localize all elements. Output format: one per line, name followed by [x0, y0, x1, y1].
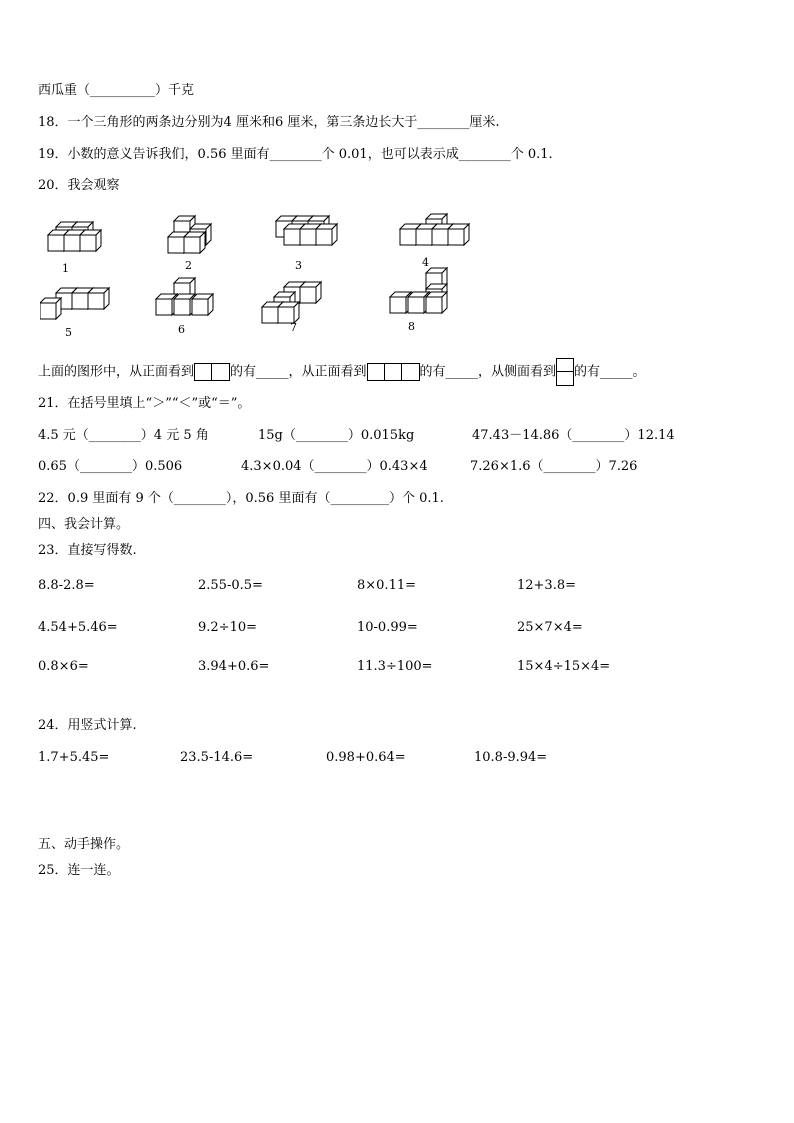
q23-item: 8×0.11= [357, 578, 417, 593]
figure-label-2: 2 [185, 259, 192, 272]
cube-figure-2 [168, 216, 211, 253]
q24-item: 0.98+0.64= [326, 750, 406, 765]
figure-label-5: 5 [65, 326, 72, 339]
q23-item: 10-0.99= [357, 620, 418, 635]
cube-figure-6 [156, 278, 213, 315]
section-5-title: 五、动手操作。 [38, 837, 130, 852]
q23-item: 4.54+5.46= [38, 620, 118, 635]
q23-item: 0.8×6= [38, 659, 89, 674]
q21-item: 15g（________）0.015kg [258, 428, 415, 443]
question-23-title: 23．直接写得数. [38, 543, 137, 558]
question-25-title: 25．连一连。 [38, 863, 120, 878]
q21-item: 0.65（________）0.506 [38, 459, 183, 474]
q24-item: 10.8-9.94= [474, 750, 548, 765]
q23-item: 15×4÷15×4= [517, 659, 611, 674]
question-20-sentence: 上面的图形中，从正面看到 的有_____，从正面看到 的有_____，从侧面看到 的有_____。 [38, 358, 646, 386]
question-18: 18．一个三角形的两条边分别为4 厘米和6 厘米，第三条边长大于________厘米. [38, 115, 500, 130]
q24-item: 23.5-14.6= [180, 750, 254, 765]
front-view-two-squares [194, 363, 230, 381]
question-19: 19．小数的意义告诉我们，0.56 里面有________个 0.01，也可以表示成________个 0.1. [38, 147, 553, 162]
figure-label-1: 1 [62, 262, 69, 275]
q24-item: 1.7+5.45= [38, 750, 110, 765]
q21-item: 4.5 元（________）4 元 5 角 [38, 428, 209, 443]
figure-label-4: 4 [422, 256, 429, 269]
q21-item: 7.26×1.6（________）7.26 [470, 459, 638, 474]
section-4-title: 四、我会计算。 [38, 517, 130, 532]
question-21-title: 21．在括号里填上“＞”“＜”或“＝”。 [38, 396, 251, 411]
q23-item: 8.8-2.8= [38, 578, 95, 593]
question-20-title: 20．我会观察 [38, 178, 120, 193]
cube-figure-1 [48, 222, 101, 251]
front-view-three-squares [367, 363, 420, 381]
q23-item: 3.94+0.6= [198, 659, 270, 674]
question-24-title: 24．用竖式计算. [38, 718, 137, 733]
cube-figure-5 [40, 288, 109, 319]
question-22: 22．0.9 里面有 9 个（________），0.56 里面有（_________）个 0.1. [38, 491, 444, 506]
figure-label-6: 6 [178, 323, 185, 336]
q23-item: 9.2÷10= [198, 620, 258, 635]
side-view-two-stacked [556, 358, 574, 386]
q23-item: 12+3.8= [517, 578, 577, 593]
q23-item: 2.55-0.5= [198, 578, 263, 593]
q21-item: 4.3×0.04（________）0.43×4 [241, 459, 428, 474]
cube-figure-3 [276, 216, 337, 245]
cube-figure-4 [400, 214, 469, 245]
cube-figure-7 [262, 282, 321, 323]
q21-item: 47.43－14.86（________）12.14 [472, 428, 675, 443]
figure-label-3: 3 [295, 259, 302, 272]
q23-item: 25×7×4= [517, 620, 583, 635]
figure-label-8: 8 [408, 320, 415, 333]
q17-tail: 西瓜重（__________）千克 [38, 83, 195, 98]
q23-item: 11.3÷100= [357, 659, 433, 674]
cube-figure-8 [390, 268, 447, 313]
figure-label-7: 7 [290, 321, 297, 334]
cube-figures [40, 212, 500, 342]
